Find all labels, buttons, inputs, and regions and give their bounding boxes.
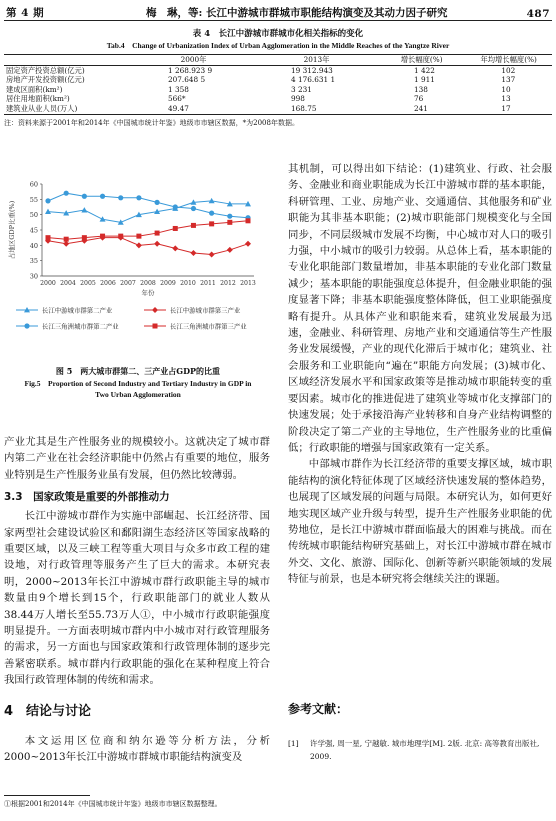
data-point (136, 242, 142, 248)
column-header: 年均增长幅度(%) (480, 55, 537, 64)
data-point (190, 250, 196, 256)
x-tick-label: 2005 (80, 280, 96, 287)
data-point (81, 207, 87, 212)
table-cell: 居住用地面积(km²) (6, 94, 70, 104)
legend-label: 长江中游城市群第三产业 (170, 306, 241, 315)
table-cell: 49.47 (168, 103, 189, 113)
data-point (64, 191, 69, 196)
table-cell: 998 (291, 94, 305, 104)
table-cell: 241 (414, 103, 428, 113)
x-tick-label: 2013 (240, 280, 256, 287)
table-row (4, 65, 552, 75)
table-cell: 3 231 (291, 84, 312, 94)
figure-5 (4, 178, 272, 400)
table-cell: 138 (414, 84, 428, 94)
table-cell: 207.648 5 (168, 75, 206, 85)
data-point (154, 241, 160, 247)
y-tick-label: 45 (29, 226, 38, 235)
table-cell: 固定资产投资总额(亿元) (6, 65, 85, 75)
data-point (209, 221, 214, 226)
right-column (288, 161, 552, 588)
body-paragraph: 中部城市群作为长江经济带的重要支撑区域，城市职能结构的演化特征体现了区域经济快速发展的整体趋势，也展现了区域发展的问题与局限。本研究认为，如何更好地实现区域产业升级与转型，提升生产性服务业职能的优势地位，是长江中游城市群面临最大的困难与挑战。而在传统城市职能结构研究基础上，对长江中游城市群在城市外交、文化、旅游、国际化、创新等新兴职能领域的发展特征与前景，也是本研究将会继续关注的课题。 (288, 458, 552, 586)
x-tick-label: 2007 (120, 280, 136, 287)
urbanization-table (4, 54, 552, 115)
table-cell: 房地产开发投资额(亿元) (6, 75, 85, 85)
column-header: 2000年 (180, 55, 207, 64)
data-point (209, 252, 215, 258)
y-tick-label: 40 (29, 241, 38, 250)
table-cell: 1 268.923 9 (168, 65, 213, 75)
data-point (245, 241, 251, 247)
table-row (4, 75, 552, 85)
table-row (4, 85, 552, 95)
left-column (4, 434, 270, 689)
table-cell: 1 422 (414, 65, 435, 75)
body-paragraph: 产业尤其是生产性服务业的规模较小。这就决定了城市群内第二产业在社会经济职能中仍然占有重要的地位，服务业特别是生产性服务业虽有发展，但仍然比较薄弱。 (4, 436, 270, 481)
table-cell: 1 358 (168, 84, 189, 94)
legend-label: 长江三角洲城市群第二产业 (42, 322, 119, 331)
figure-caption-en-line1: Fig.5 Proportion of Second Industry and Tertiary Industry in GDP in (24, 379, 252, 388)
data-point (246, 218, 251, 223)
legend-marker (153, 324, 158, 329)
page-header (6, 4, 550, 20)
body-paragraph: 其机制，可以得出如下结论：(1)建筑业、行政、社会服务、金融业和商业职能成为长江中游城市群的基本职能，科研管理、工业、房地产业、交通通信、其他服务和矿业职能为其非基本职能；(2)城市职能部门规模变化与全国同步，不同层级城市发展不均衡，中心城市对人口的吸引力强，中小城市的吸引力较弱。从总体上看，基本职能的专业化职能部门数量增加，非基本职能的专业化部门数量减少；基本职能的职能强度总体提升，但金融业职能的强度显著下降；非基本职能强度整体降低，但工业职能强度略有提升。从具体产业和职能来看，建筑业发展最为迅速，金融业、科研管理、房地产业和交通通信等生产性服务业发展缓慢，产业的现代化滞后于城市化；建筑业、社会服务和工业职能向“遍在”职能方向发展；(3)城市化、区域经济发展水平和国家政策等是推动城市职能转变的重要因素。城市化的推进促进了建筑业等城市化支撑部门的快速发展；处于承接沿海产业转移和自身产业结构调整的阶段决定了第二产业的主导地位，生产性服务业的比重偏低；行政职能的增强与国家政策有一定关系。 (288, 163, 552, 454)
data-point (118, 234, 123, 239)
data-point (172, 245, 178, 251)
data-point (173, 226, 178, 231)
table-4 (4, 28, 552, 128)
data-point (64, 237, 69, 242)
x-tick-label: 2006 (100, 280, 116, 287)
y-tick-label: 55 (29, 195, 38, 204)
column-header (4, 55, 132, 66)
section-4 (4, 700, 270, 766)
reference-number: [1] (288, 739, 299, 748)
table-row (4, 104, 552, 114)
x-tick-label: 2008 (140, 280, 156, 287)
legend-marker (152, 307, 158, 313)
data-point (100, 194, 105, 199)
data-point (46, 235, 51, 240)
series-line-1 (48, 201, 248, 222)
x-tick-label: 2011 (200, 280, 216, 287)
running-title: 梅 琳，等: 长江中游城市群城市职能结构演变及其动力因子研究 (146, 7, 448, 19)
table-cell: 17 (501, 103, 511, 113)
data-point (82, 235, 87, 240)
series-line-3 (48, 193, 248, 218)
data-point (45, 198, 50, 203)
section-heading-4: 4 结论与讨论 (4, 704, 92, 719)
x-tick-label: 2004 (60, 280, 76, 287)
figure-caption-en-line2: Two Urban Agglomeration (95, 390, 181, 399)
x-axis-title: 年份 (141, 289, 155, 297)
table-cell: 4 176.631 1 (291, 75, 336, 85)
table-row (4, 94, 552, 104)
data-point (227, 220, 232, 225)
table-cell: 建成区面积(km²) (6, 84, 63, 94)
table-note: 注：资料来源于2001年和2014年《中国城市统计年鉴》地级市市辖区数据，*为2008年数据。 (4, 118, 299, 127)
table-cell: 10 (501, 84, 511, 94)
table-header-row (4, 55, 552, 66)
table-cell: 76 (414, 94, 424, 104)
reference-item (288, 737, 552, 763)
column-header: 2013年 (303, 55, 330, 64)
table-cell: 168.75 (291, 103, 317, 113)
data-point (154, 200, 159, 205)
data-point (191, 223, 196, 228)
y-axis-title: 占地区GDP比重(%) (8, 200, 16, 260)
body-paragraph: 本文运用区位商和纳尔逊等分析方法，分析2000~2013年长江中游城市群城市职能结构演变及 (4, 735, 270, 764)
series-line-4 (48, 221, 248, 239)
legend-label: 长江三角洲城市群第三产业 (170, 322, 247, 331)
table-cell: 19 312.943 (291, 65, 333, 75)
data-point (155, 231, 160, 236)
y-tick-label: 60 (29, 180, 38, 189)
data-point (82, 194, 87, 199)
footnote-rule (4, 795, 90, 796)
data-point (100, 216, 106, 221)
table-cell: 1 911 (414, 75, 435, 85)
x-tick-label: 2012 (220, 280, 236, 287)
section-heading-3-3: 3.3 国家政策是重要的外部推动力 (4, 491, 170, 504)
table-cell: 102 (501, 65, 516, 75)
legend-label: 长江中游城市群第二产业 (42, 306, 113, 315)
table-cell: 建筑业从业人员(万人) (6, 103, 78, 113)
y-tick-label: 30 (29, 272, 38, 281)
table-cell: 13 (501, 94, 511, 104)
data-point (100, 234, 105, 239)
data-point (173, 204, 178, 209)
data-point (136, 234, 141, 239)
series-line-2 (48, 238, 248, 255)
table-cell: 566* (168, 94, 186, 104)
figure-caption-en (4, 378, 272, 400)
x-tick-label: 2000 (40, 280, 56, 287)
data-point (136, 195, 141, 200)
column-header: 增长幅度(%) (400, 55, 443, 64)
references (288, 700, 552, 763)
table-cell: 137 (501, 75, 516, 85)
footnote: ①根据2001和2014年《中国城市统计年鉴》地级市市辖区数据整理。 (4, 800, 222, 808)
table-caption-cn: 表 4 长江中游城市群城市化相关指标的变化 (192, 29, 364, 39)
header-rule (4, 20, 552, 21)
data-point (227, 247, 233, 253)
reference-text: 许学强, 周一星, 宁越敏. 城市地理学[M]. 2版. 北京: 高等教育出版社, 2009. (310, 739, 540, 761)
page-number: 487 (526, 8, 550, 20)
references-heading: 参考文献： (288, 702, 349, 716)
data-point (191, 206, 196, 211)
journal-issue: 第 4 期 (6, 7, 45, 19)
body-paragraph: 长江中游城市群作为实施中部崛起、长江经济带、国家两型社会建设试验区和鄱阳湖生态经济区等国家战略的重要区域，以及三峡工程等重大项目与众多市政工程的建设地，对行政管理等服务产生了巨大的需求。本研究表明，2000~2013年长江中游城市群行政职能主导的城市数量由9个增长到15个，行政职能部门的就业人数从38.44万人增长至55.73万人①，中小城市行政职能强度明显提升。一方面表明城市群内中小城市对行政管理服务的需求，另一方面也与国家政策和行政管理体制的逐步完善紧密联系。城市群内行政职能的强化在某种程度上符合我国行政管理体制的传统和需求。 (4, 510, 270, 687)
x-tick-label: 2010 (180, 280, 196, 287)
y-tick-label: 50 (29, 211, 38, 220)
legend-marker (24, 323, 29, 328)
figure-caption-cn: 图 5 两大城市群第二、三产业占GDP的比重 (55, 366, 221, 376)
data-point (227, 214, 232, 219)
data-point (209, 211, 214, 216)
data-point (118, 195, 123, 200)
industry-share-chart (4, 178, 272, 358)
x-tick-label: 2009 (160, 280, 176, 287)
table-caption-en: Tab.4 Change of Urbanization Index of Urban Agglomeration in the Middle Reaches of the Yangtze River (106, 41, 450, 50)
y-tick-label: 35 (29, 257, 38, 266)
